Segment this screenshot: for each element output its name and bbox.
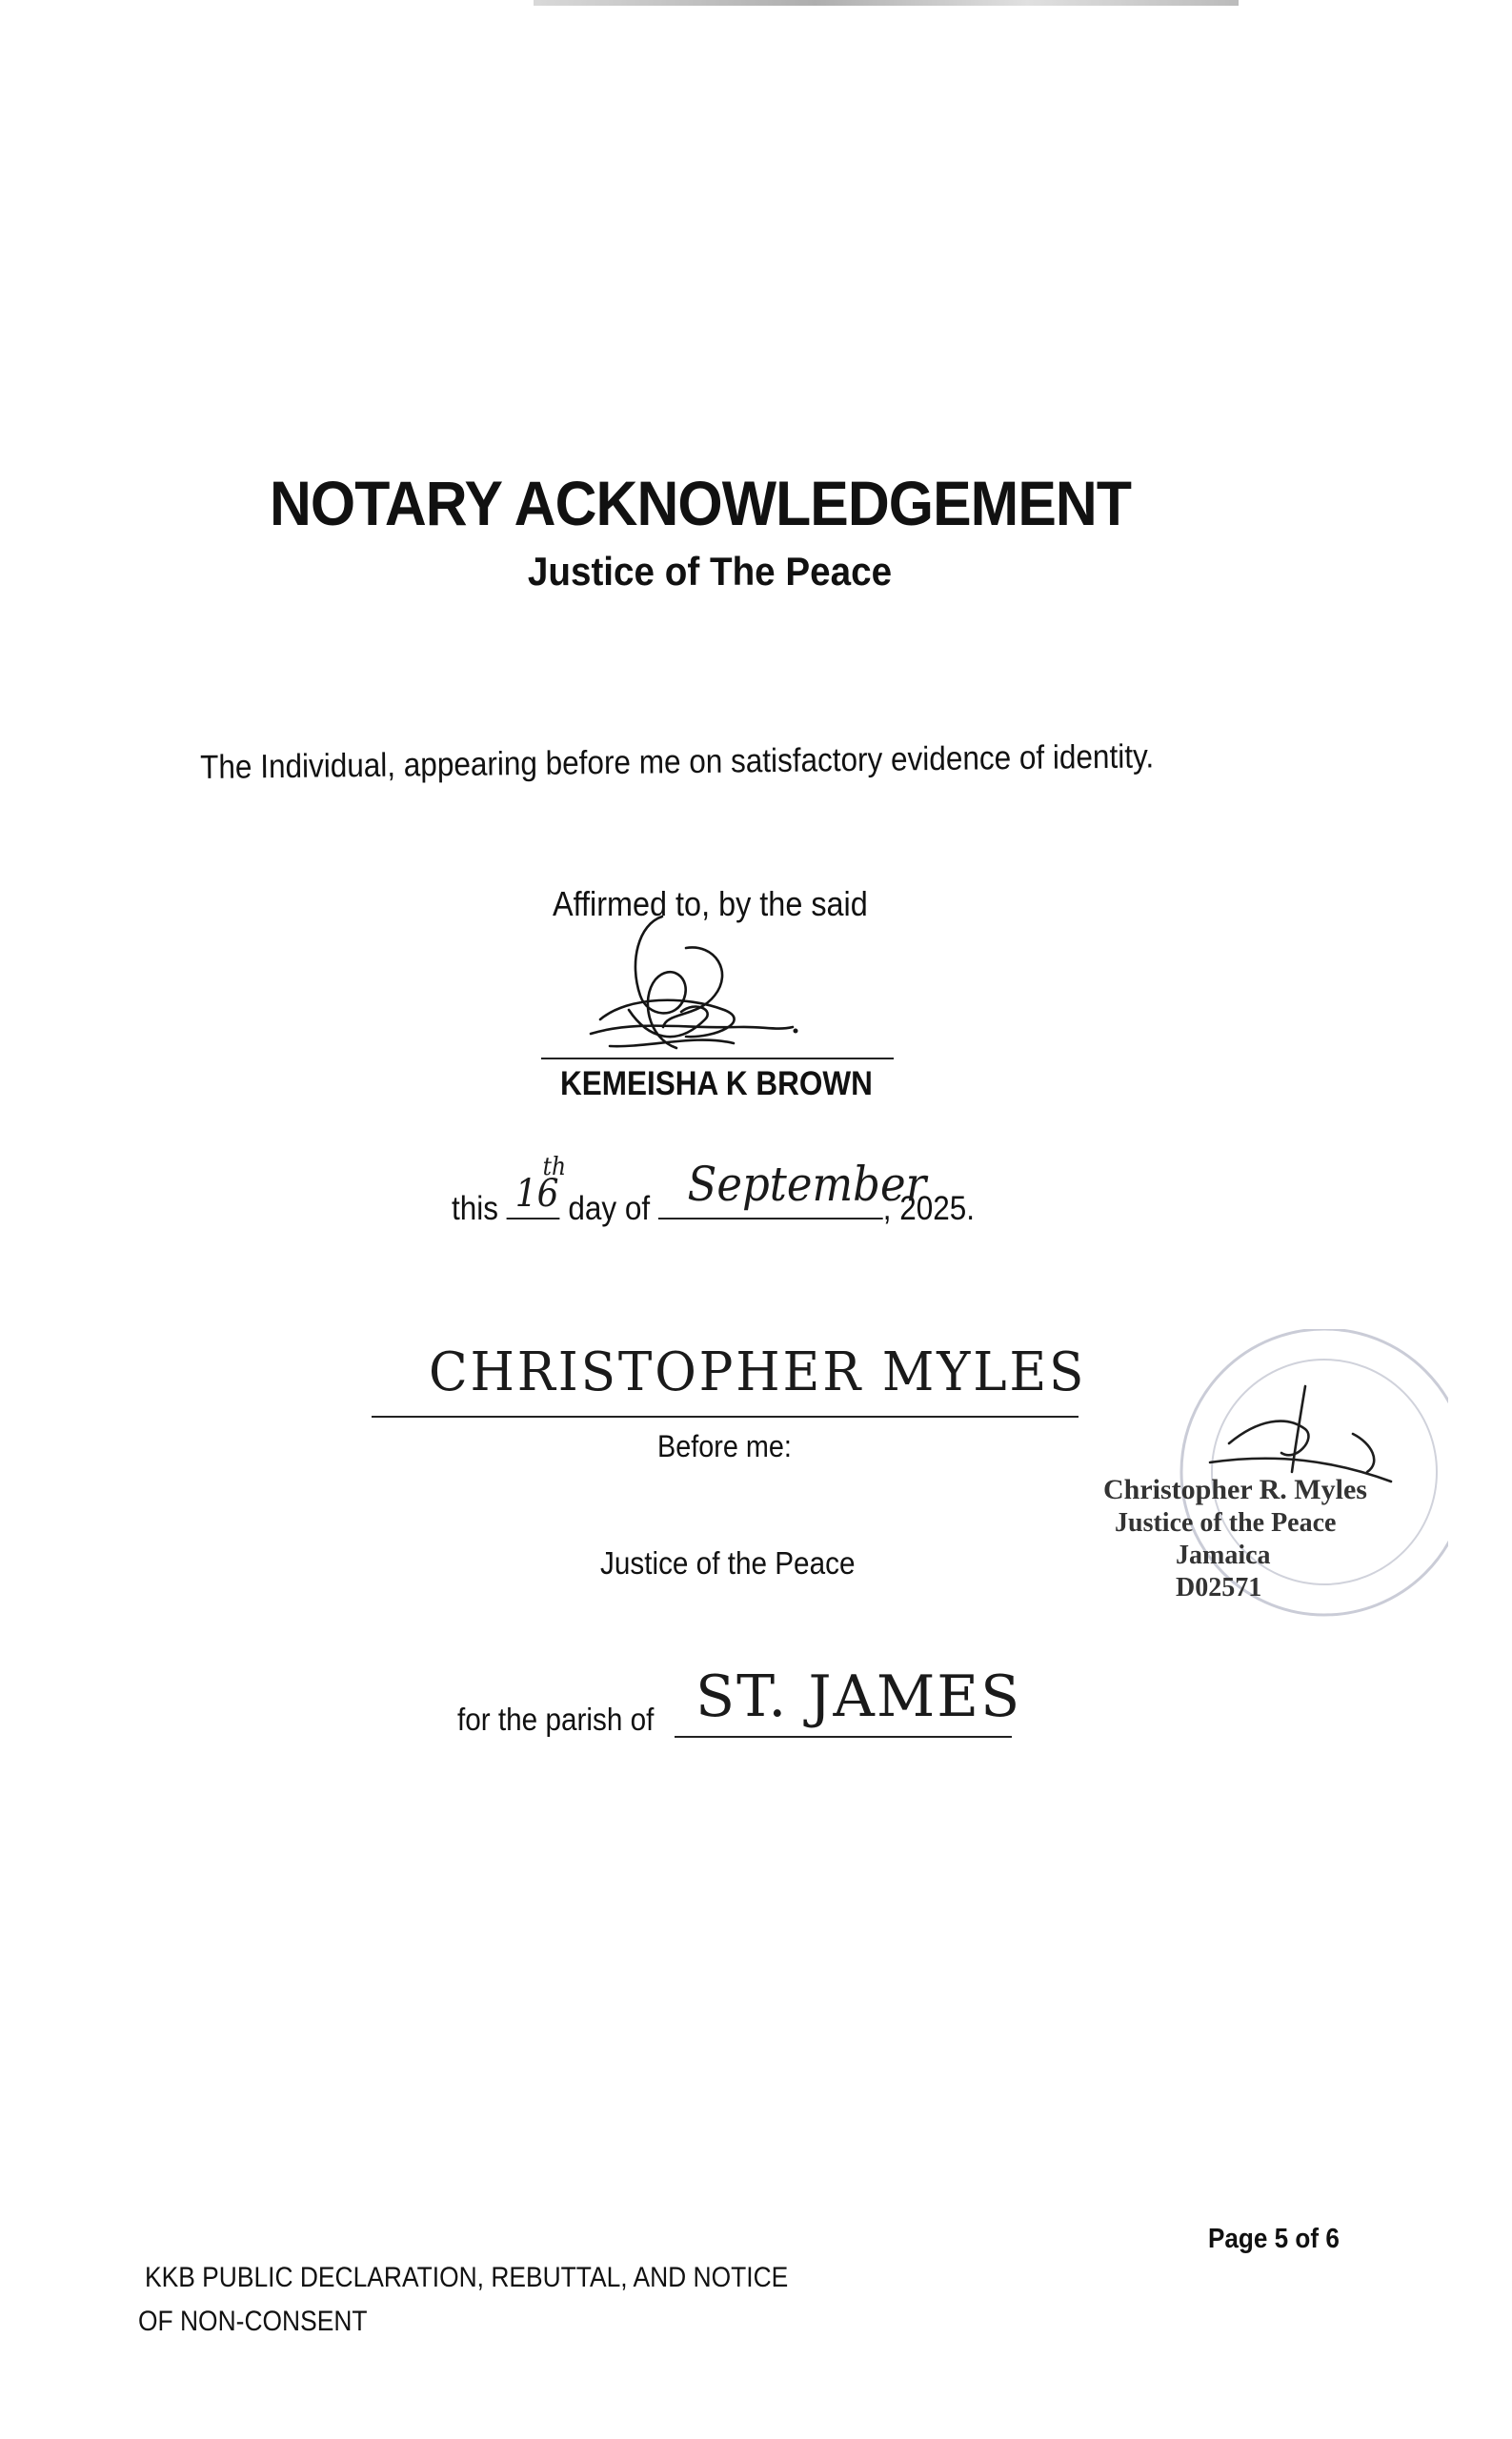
role-label: Justice of the Peace xyxy=(600,1545,856,1581)
page-current: 5 xyxy=(1274,2224,1289,2254)
stamp-country: Jamaica xyxy=(1176,1541,1271,1570)
jp-signature-line xyxy=(372,1416,1079,1418)
affiant-signature xyxy=(572,905,819,1067)
page-of: of xyxy=(1295,2224,1320,2254)
stamp-title: Justice of the Peace xyxy=(1115,1508,1337,1538)
jp-seal-stamp xyxy=(1067,1329,1448,1653)
day-blank xyxy=(507,1153,567,1220)
date-prefix: this xyxy=(452,1190,499,1227)
page-prefix: Page xyxy=(1208,2224,1268,2254)
day-suffix-handwritten: th xyxy=(542,1153,567,1181)
day-handwritten: 16 xyxy=(514,1172,559,1216)
date-year: , 2025. xyxy=(882,1190,976,1227)
footer-doc-title-line1: KKB PUBLIC DECLARATION, REBUTTAL, AND NOTICE xyxy=(145,2262,789,2293)
month-handwritten: September xyxy=(687,1157,927,1212)
page-number xyxy=(1208,2224,1340,2255)
document-subtitle: Justice of The Peace xyxy=(527,549,893,594)
affirmed-label: Affirmed to, by the said xyxy=(553,884,868,923)
page-total: 6 xyxy=(1325,2224,1340,2254)
stamp-name: Christopher R. Myles xyxy=(1103,1474,1367,1505)
date-middle: day of xyxy=(568,1190,651,1227)
affiant-signature-line xyxy=(541,1058,894,1059)
before-me-label: Before me: xyxy=(657,1429,792,1463)
footer-doc-title-line2: OF NON-CONSENT xyxy=(138,2306,368,2337)
intro-statement: The Individual, appearing before me on satisfactory evidence of identity. xyxy=(200,737,1155,786)
affiant-name: KEMEISHA K BROWN xyxy=(560,1065,873,1102)
parish-label: for the parish of xyxy=(457,1702,655,1737)
parish-handwritten: ST. JAMES xyxy=(696,1663,1022,1730)
date-line xyxy=(452,1153,976,1228)
stamp-number: D02571 xyxy=(1176,1573,1262,1602)
month-blank xyxy=(658,1157,927,1220)
document-title: NOTARY ACKNOWLEDGEMENT xyxy=(269,468,1132,538)
scan-edge-artifact xyxy=(534,0,1239,6)
parish-line xyxy=(675,1736,1012,1738)
jp-handwritten-name: CHRISTOPHER MYLES xyxy=(429,1341,1087,1403)
